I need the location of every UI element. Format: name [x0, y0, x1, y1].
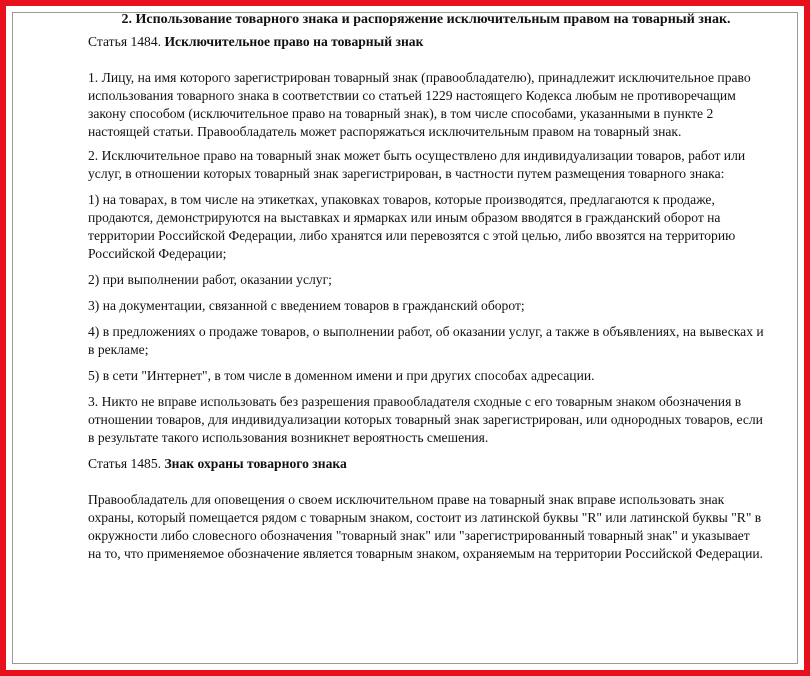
paragraph: 1. Лицу, на имя которого зарегистрирован товарный знак (правообладателю), принадлежит исключительное право использования товарного знака в соответствии со статьей 1229 настоящего Кодекса любым не противоречащим закону способом (исключительное право на товарный знак), в том числе способами, указанными в пункте 2 настоящей статьи. Правообладатель может распоряжаться исключительным правом на товарный знак.: [88, 70, 751, 139]
article-number: Статья 1484.: [88, 34, 162, 49]
article-1484-header: [88, 33, 764, 51]
article-title: Знак охраны товарного знака: [164, 456, 347, 471]
paragraph: Правообладатель для оповещения о своем исключительном праве на товарный знак вправе использовать знак охраны, который помещается рядом с товарным знаком, состоит из латинской буквы "R" или латинской буквы "R" в окружности либо словесного обозначения "товарный знак" или "зарегистрированный товарный знак" и указывает на то, что применяемое обозначение является товарным знаком, охраняемым на территории Российской Федерации.: [88, 492, 764, 561]
article-number: Статья 1485.: [88, 456, 162, 471]
list-item: 3) на документации, связанной с введением товаров в гражданский оборот;: [88, 298, 525, 313]
list-item: 4) в предложениях о продаже товаров, о выполнении работ, об оказании услуг, а также в объявлениях, на вывесках и в рекламе;: [88, 324, 764, 357]
list-item: 1) на товарах, в том числе на этикетках, упаковках товаров, которые производятся, предлагаются к продаже, продаются, демонстрируются на выставках и ярмарках или иным образом вводятся в гражданский оборот на территории Российской Федерации, либо хранятся или перевозятся с этой целью, либо ввозятся на территорию Российской Федерации;: [88, 192, 736, 261]
article-1485-header: [88, 455, 764, 473]
paragraph: 3. Никто не вправе использовать без разрешения правообладателя сходные с его товарным знаком обозначения в отношении товаров, для индивидуализации которых товарный знак зарегистрирован, или однородных товаров, если в результате такого использования возникнет вероятность смешения.: [88, 394, 763, 445]
section-heading: 2. Использование товарного знака и распоряжение исключительным правом на товарный знак.: [121, 12, 731, 27]
list-item: 5) в сети "Интернет", в том числе в доменном имени и при других способах адресации.: [88, 368, 595, 383]
paragraph: 2. Исключительное право на товарный знак может быть осуществлено для индивидуализации товаров, работ или услуг, в отношении которых товарный знак зарегистрирован, в частности путем размещения товарного знака:: [88, 148, 746, 181]
document-content: [88, 11, 764, 569]
article-title: Исключительное право на товарный знак: [164, 34, 424, 49]
list-item: 2) при выполнении работ, оказании услуг;: [88, 272, 332, 287]
